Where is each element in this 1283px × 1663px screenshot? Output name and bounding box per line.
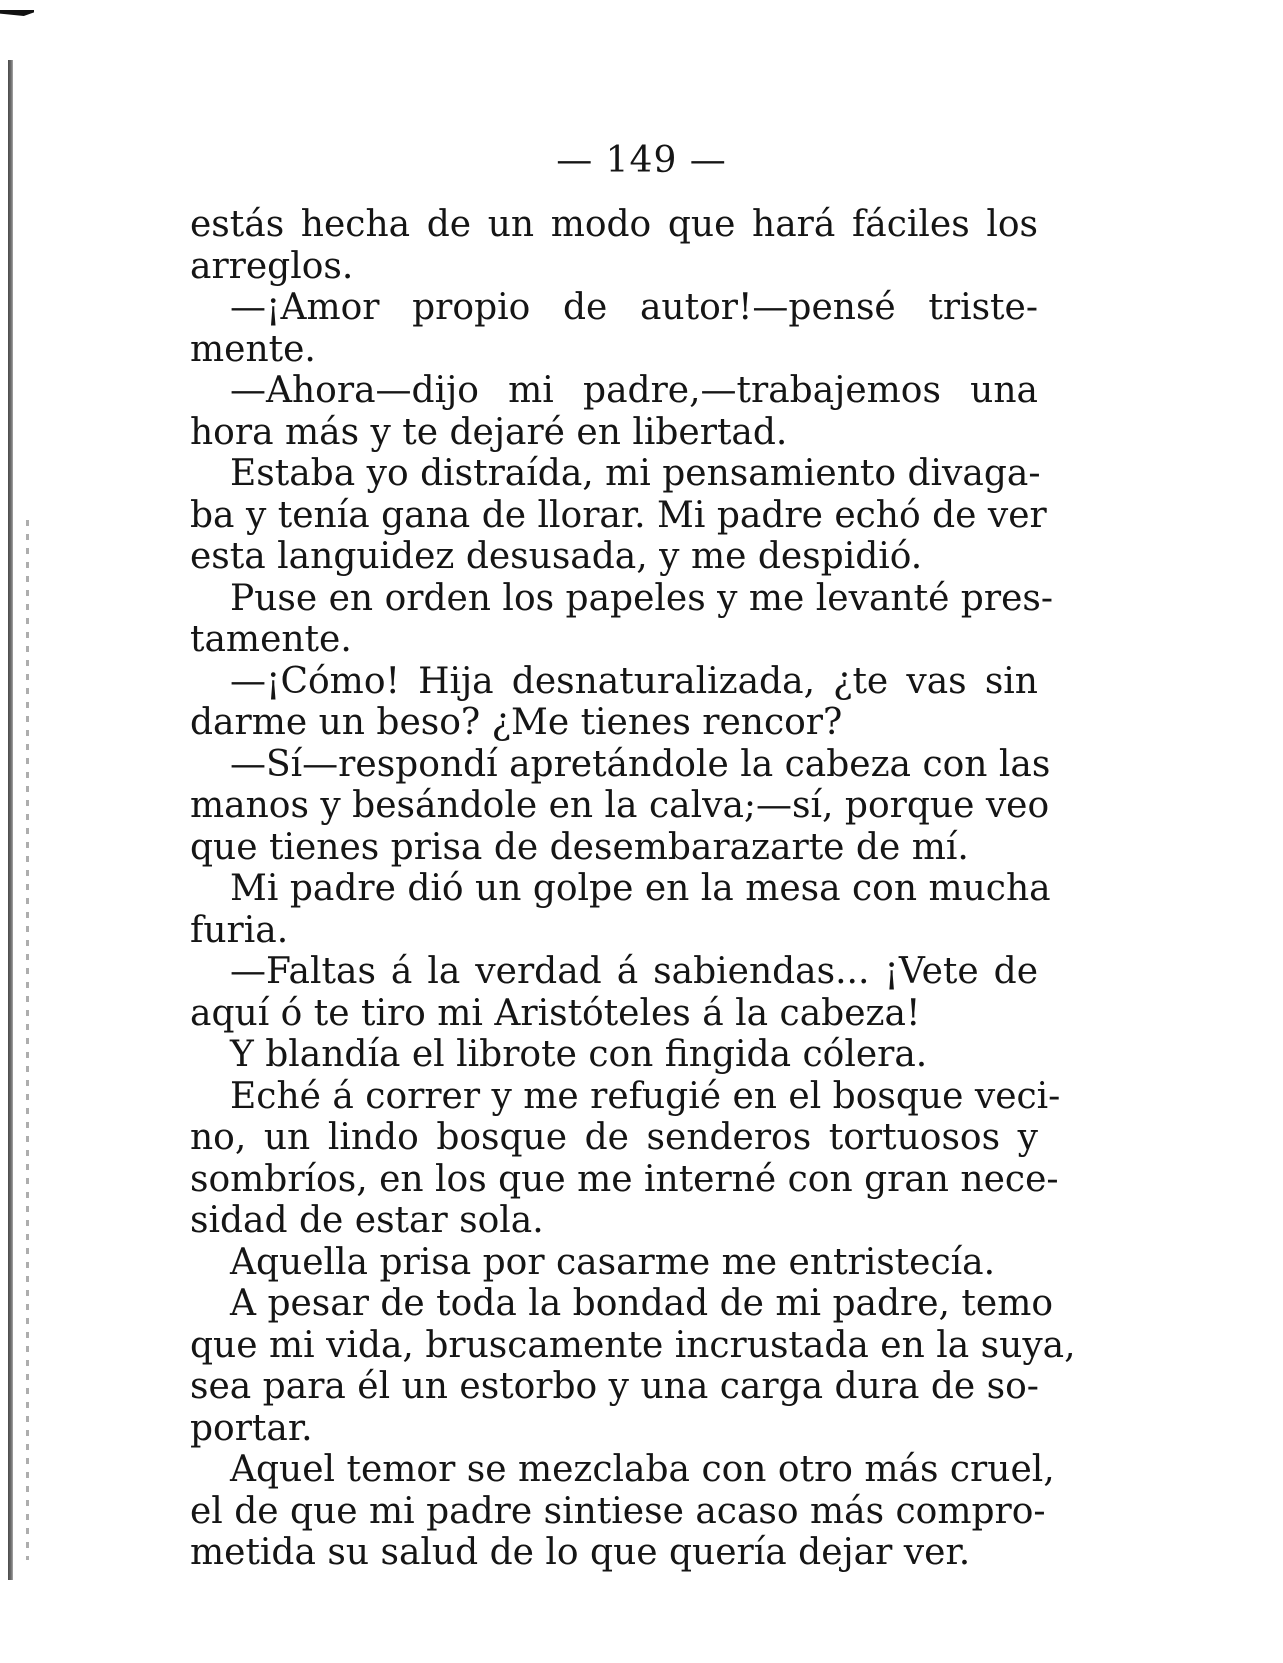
text-line: A pesar de toda la bondad de mi padre, temo <box>230 1283 1054 1324</box>
text-line: portar. <box>190 1407 313 1449</box>
text-line: Estaba yo distraída, mi pensamiento divaga- <box>230 453 1041 494</box>
text-line: —Ahora—dijo mi padre,—trabajemos una <box>230 370 1038 411</box>
text-line: —Faltas á la verdad á sabiendas... ¡Vete de <box>230 951 1038 992</box>
text-line: sombríos, en los que me interné con gran nece- <box>190 1158 1059 1200</box>
text-line: furia. <box>190 909 289 951</box>
text-line: manos y besándole en la calva;—sí, porque veo <box>190 785 1050 826</box>
text-line: —¡Cómo! Hija desnaturalizada, ¿te vas sin <box>230 660 1038 702</box>
text-line: —¡Amor propio de autor!—pensé triste- <box>230 287 1038 328</box>
text-line: estás hecha de un modo que hará fáciles los <box>190 204 1038 245</box>
body-text <box>190 204 1076 1574</box>
text-line: que mi vida, bruscamente incrustada en la suya, <box>190 1324 1076 1366</box>
page-number: — 149 — <box>556 140 727 181</box>
text-line: Y blandía el librote con fingida cólera. <box>230 1034 928 1075</box>
text-line: darme un beso? ¿Me tienes rencor? <box>190 702 843 743</box>
text-line: hora más y te dejaré en libertad. <box>190 411 788 453</box>
text-line: tamente. <box>190 619 352 660</box>
text-line: ba y tenía gana de llorar. Mi padre echó de ver <box>190 494 1047 536</box>
text-line: mente. <box>190 328 316 370</box>
page-binding-shadow <box>26 520 29 1560</box>
text-line: Mi padre dió un golpe en la mesa con mucha <box>230 868 1051 909</box>
text-line: sea para él un estorbo y una carga dura de so- <box>190 1366 1039 1407</box>
text-line: no, un lindo bosque de senderos tortuosos y <box>190 1117 1038 1158</box>
text-line: arreglos. <box>190 245 354 287</box>
text-line: Eché á correr y me refugié en el bosque veci- <box>230 1075 1061 1117</box>
page-binding-edge <box>8 60 13 1580</box>
text-line: metida su salud de lo que quería dejar ver. <box>190 1532 971 1573</box>
text-line: que tienes prisa de desembarazarte de mí. <box>190 826 969 868</box>
scan-corner-mark <box>0 10 34 16</box>
text-line: —Sí—respondí apretándole la cabeza con las <box>230 743 1051 785</box>
text-line: sidad de estar sola. <box>190 1200 544 1241</box>
text-line: aquí ó te tiro mi Aristóteles á la cabeza! <box>190 992 921 1034</box>
text-line: Puse en orden los papeles y me levanté pres- <box>230 577 1054 619</box>
text-line: el de que mi padre sintiese acaso más compro- <box>190 1490 1046 1532</box>
text-line: Aquel temor se mezclaba con otro más cruel, <box>230 1449 1055 1490</box>
text-line: esta languidez desusada, y me despidió. <box>190 536 923 577</box>
text-line: Aquella prisa por casarme me entristecía. <box>230 1241 996 1283</box>
